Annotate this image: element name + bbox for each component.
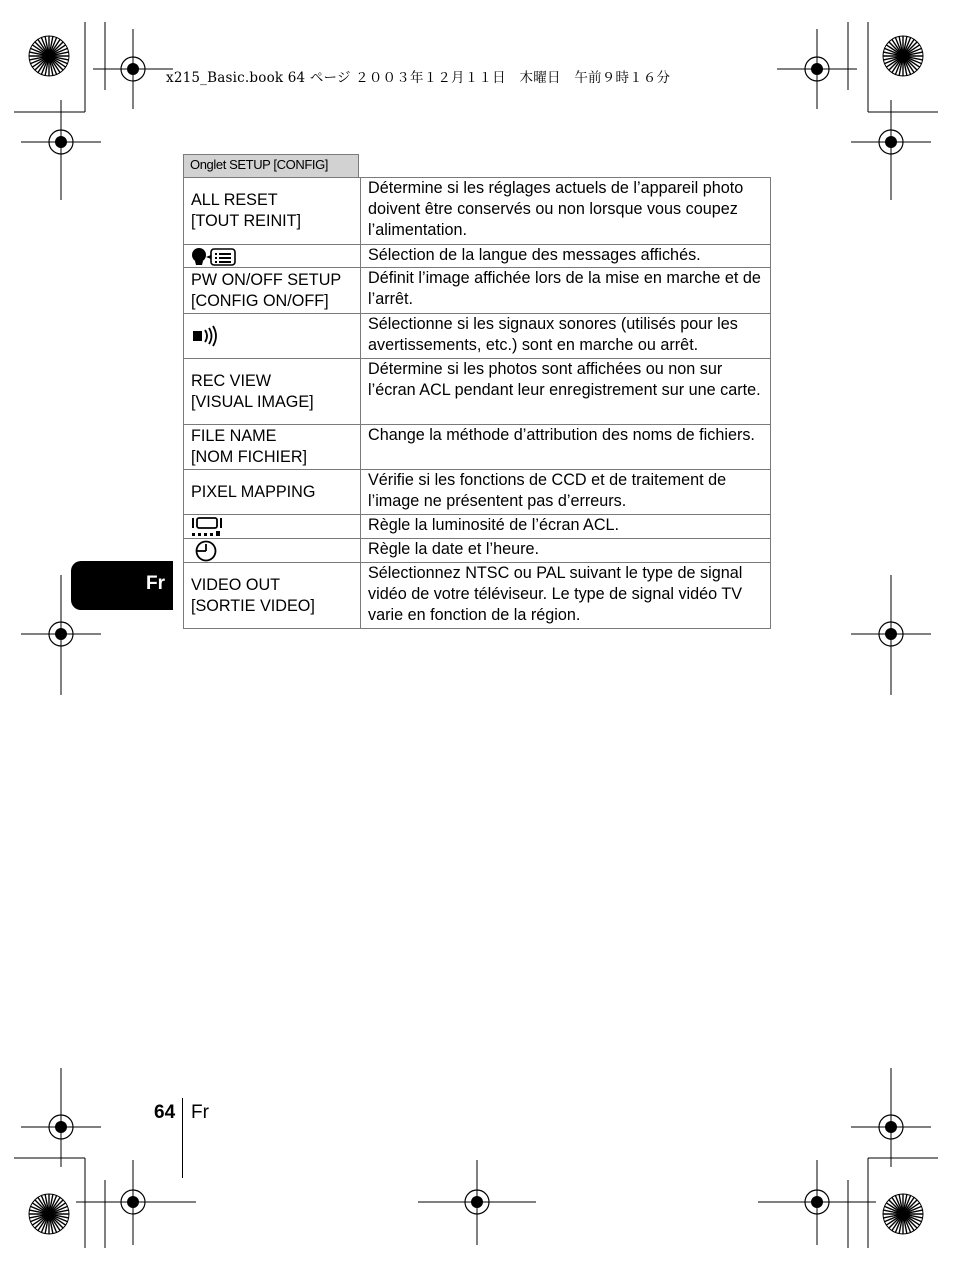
setting-icon-cell	[184, 515, 361, 539]
clock-icon	[191, 540, 223, 562]
setting-name	[184, 470, 361, 515]
table-row	[184, 268, 771, 314]
setting-description: Règle la luminosité de l’écran ACL.	[361, 515, 771, 539]
setting-icon-cell	[184, 245, 361, 268]
setting-description: Détermine si les réglages actuels de l’appareil photo doivent être conservés ou non lorsque vous coupez l’alimentation.	[361, 178, 771, 245]
setting-description: Règle la date et l’heure.	[361, 539, 771, 563]
table-row	[184, 178, 771, 245]
setting-name-line2: [CONFIG ON/OFF]	[191, 291, 329, 310]
setting-description: Vérifie si les fonctions de CCD et de traitement de l’image ne présentent pas d’erreurs.	[361, 470, 771, 515]
setting-name-line1: VIDEO OUT	[191, 575, 281, 594]
setting-name-line2: [NOM FICHIER]	[191, 448, 308, 466]
print-header: x215_Basic.book 64 ページ ２００３年１２月１１日 木曜日 午前９時１６分	[166, 70, 671, 86]
sound-icon	[191, 325, 225, 347]
table-row	[184, 539, 771, 563]
table-tab-label: Onglet SETUP [CONFIG]	[183, 154, 359, 177]
setting-name-line2: [VISUAL IMAGE]	[191, 392, 314, 411]
setting-icon-cell	[184, 314, 361, 359]
monitor-brightness-icon	[191, 516, 225, 538]
page-language: Fr	[191, 1102, 209, 1123]
setting-name-line1: PIXEL MAPPING	[191, 482, 316, 501]
setting-description: Définit l’image affichée lors de la mise en marche et de l’arrêt.	[361, 268, 771, 314]
page-number: 64	[154, 1102, 176, 1123]
setting-name-line2: [TOUT REINIT]	[191, 212, 302, 230]
setting-name	[184, 178, 361, 245]
table-row	[184, 314, 771, 359]
settings-table	[183, 177, 771, 629]
table-row	[184, 470, 771, 515]
footer-divider	[182, 1098, 183, 1178]
table-row	[184, 425, 771, 470]
setting-description: Détermine si les photos sont affichées ou non sur l’écran ACL pendant leur enregistrement sur une carte.	[361, 359, 771, 425]
setting-description: Change la méthode d’attribution des noms de fichiers.	[361, 425, 771, 470]
setting-name-line1: ALL RESET	[191, 191, 278, 210]
language-side-tab: Fr	[71, 561, 173, 610]
setting-name-line1: FILE NAME	[191, 427, 277, 446]
setting-name	[184, 268, 361, 314]
language-icon	[191, 246, 241, 266]
setting-name	[184, 359, 361, 425]
setting-description: Sélection de la langue des messages affichés.	[361, 245, 771, 268]
table-row	[184, 515, 771, 539]
setting-name-line2: [SORTIE VIDEO]	[191, 596, 315, 615]
setting-icon-cell	[184, 539, 361, 563]
setting-name	[184, 563, 361, 629]
setting-description: Sélectionnez NTSC ou PAL suivant le type de signal vidéo de votre téléviseur. Le type de signal vidéo TV varie en fonction de la région.	[361, 563, 771, 629]
table-row	[184, 245, 771, 268]
setting-name	[184, 425, 361, 470]
setting-name-line1: PW ON/OFF SETUP	[191, 270, 342, 289]
table-row	[184, 563, 771, 629]
setting-description: Sélectionne si les signaux sonores (utilisés pour les avertissements, etc.) sont en marche ou arrêt.	[361, 314, 771, 359]
table-row	[184, 359, 771, 425]
setting-name-line1: REC VIEW	[191, 371, 272, 390]
